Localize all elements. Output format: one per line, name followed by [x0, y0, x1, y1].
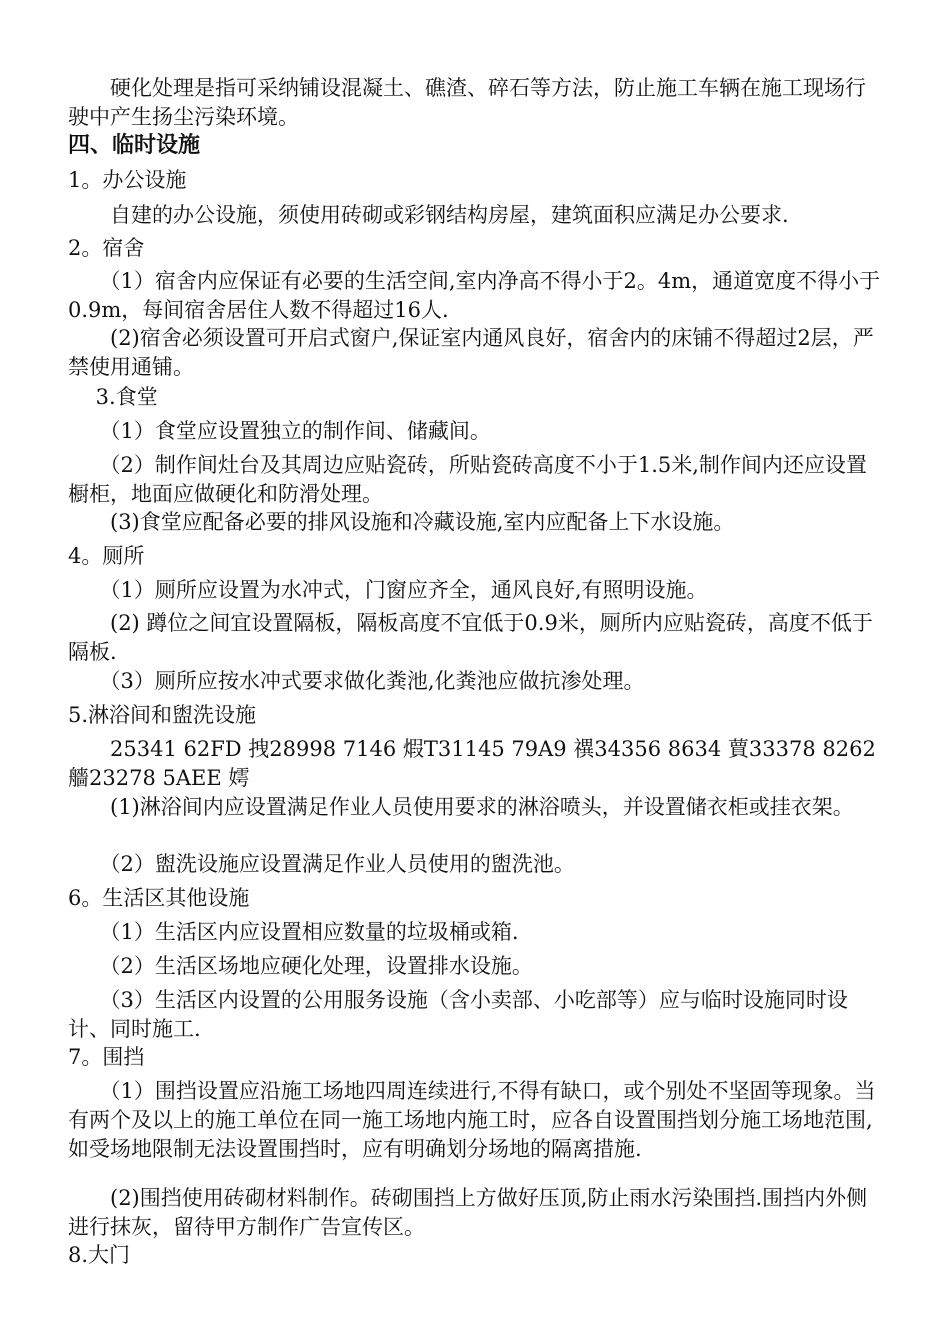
subheading-canteen: 3.食堂 — [68, 385, 158, 409]
paragraph-enclosure-1: （1）围挡设置应沿施工场地四周连续进行,不得有缺口，或个别处不坚固等现象。当有两个及以上的施工单位在同一施工场地内施工时，应各自设置围挡划分施工场地范围,如受场地限制无法设置围挡时，应有明确划分场地的隔离措施. — [68, 1079, 876, 1161]
paragraph-enclosure-2: (2)围挡使用砖砌材料制作。砖砌围挡上方做好压顶,防止雨水污染围挡.围挡内外侧进行抹灰，留待甲方制作广告宣传区。 — [68, 1186, 868, 1239]
subheading-enclosure: 7。围挡 — [68, 1045, 145, 1069]
paragraph-shower-2: （2）盥洗设施应设置满足作业人员使用的盥洗池。 — [68, 852, 575, 876]
paragraph-living-2: （2）生活区场地应硬化处理，设置排水设施。 — [68, 954, 533, 978]
subheading-shower: 5.淋浴间和盥洗设施 — [68, 703, 257, 727]
subheading-gate: 8.大门 — [68, 1243, 131, 1267]
paragraph-dormitory-1: （1）宿舍内应保证有必要的生活空间,室内净高不得小于2。4m，通道宽度不得小于0.9m，每间宿舍居住人数不得超过16人. — [68, 269, 881, 322]
paragraph-canteen-2: （2）制作间灶台及其周边应贴瓷砖，所贴瓷砖高度不小于1.5米,制作间内还应设置橱柜，地面应做硬化和防滑处理。 — [68, 453, 867, 506]
subheading-office: 1。办公设施 — [68, 168, 187, 192]
paragraph-hardening-intro: 硬化处理是指可采纳铺设混凝土、礁渣、碎石等方法，防止施工车辆在施工现场行驶中产生扬尘污染环境。 — [68, 76, 866, 129]
paragraph-dormitory-2: (2)宿舍必须设置可开启式窗户,保证室内通风良好，宿舍内的床铺不得超过2层，严禁使用通铺。 — [68, 326, 874, 379]
paragraph-shower-1: (1)淋浴间内应设置满足作业人员使用要求的淋浴喷头，并设置储衣柜或挂衣架。 — [68, 795, 854, 819]
paragraph-toilet-2: (2) 蹲位之间宜设置隔板，隔板高度不宜低于0.9米，厕所内应贴瓷砖，高度不低于隔板. — [68, 611, 873, 664]
paragraph-toilet-3: （3）厕所应按水冲式要求做化粪池,化粪池应做抗渗处理。 — [68, 669, 645, 693]
paragraph-canteen-3: (3)食堂应配备必要的排风设施和冷藏设施,室内应配备上下水设施。 — [68, 510, 735, 534]
subheading-living-area: 6。生活区其他设施 — [68, 886, 250, 910]
section-heading-temporary-facilities: 四、临时设施 — [68, 133, 201, 158]
subheading-toilet: 4。厕所 — [68, 544, 145, 568]
paragraph-toilet-1: （1）厕所应设置为水冲式，门窗应齐全，通风良好,有照明设施。 — [68, 578, 708, 602]
subheading-dormitory: 2。宿舍 — [68, 236, 145, 260]
paragraph-living-3: （3）生活区内设置的公用服务设施（含小卖部、小吃部等）应与临时设施同时设计、同时施工. — [68, 988, 848, 1041]
paragraph-living-1: （1）生活区内应设置相应数量的垃圾桶或箱. — [68, 920, 519, 944]
paragraph-shower-codes: 25341 62FD 拽28998 7146 煆T31145 79A9 禩34356 8634 蕒33378 8262 艢23278 5AEE 嫮 — [68, 737, 876, 790]
paragraph-canteen-1: （1）食堂应设置独立的制作间、储藏间。 — [68, 419, 491, 443]
paragraph-office: 自建的办公设施，须使用砖砌或彩钢结构房屋，建筑面积应满足办公要求. — [68, 203, 789, 227]
